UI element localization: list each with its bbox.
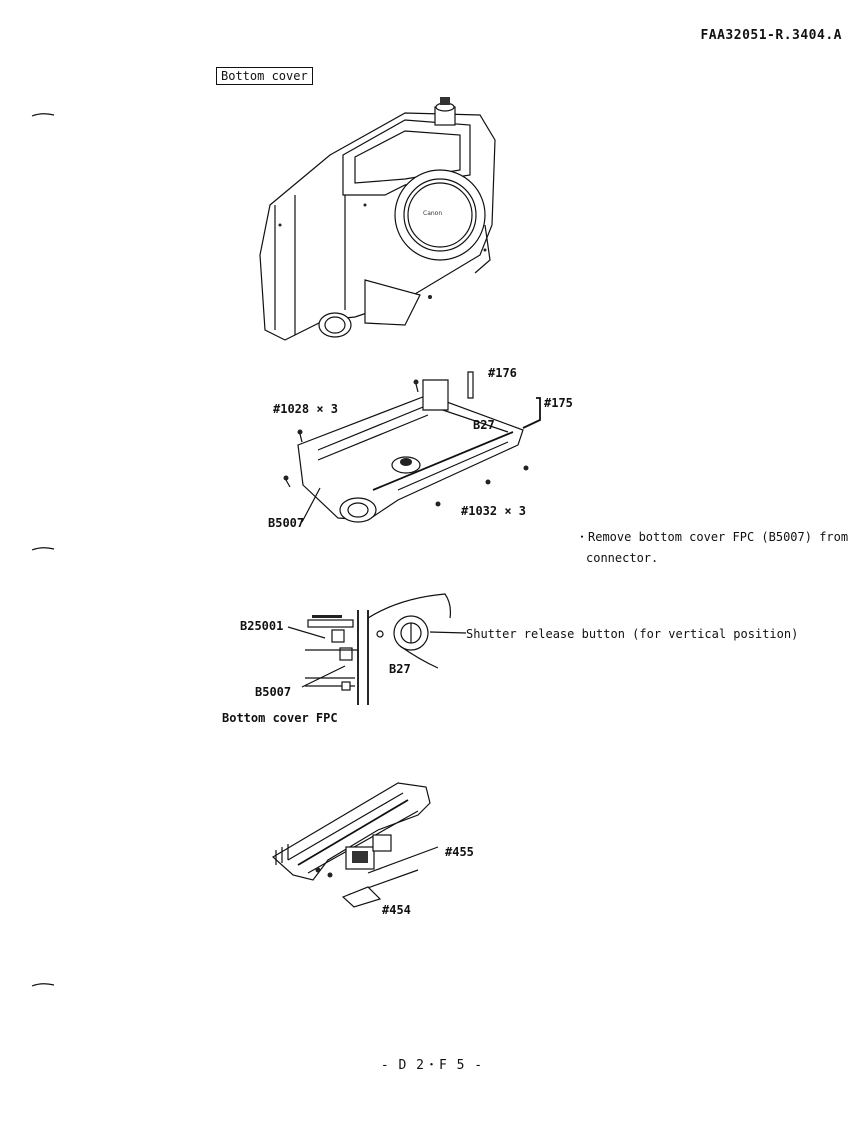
connector-detail-illustration <box>280 590 470 710</box>
b25001-label: B25001 <box>240 619 284 633</box>
page-number: - D 2・F 5 - <box>380 1058 484 1073</box>
margin-mark-1 <box>30 110 60 120</box>
part-175-label: #175 <box>544 396 573 410</box>
section-title: Bottom cover <box>216 67 313 85</box>
b27-detail-label: B27 <box>389 662 411 676</box>
part-455-label: #455 <box>445 845 474 859</box>
screw-1032-label: #1032 × 3 <box>461 504 527 518</box>
bottom-cover-side-illustration <box>268 775 448 905</box>
margin-mark-3 <box>30 980 60 990</box>
b5007-label: B5007 <box>268 516 305 530</box>
document-id: FAA32051-R.3404.A <box>700 28 842 43</box>
shutter-release-label: Shutter release button (for vertical position) <box>466 627 799 641</box>
margin-mark-2 <box>30 544 60 554</box>
part-176-label: #176 <box>488 366 517 380</box>
b5007-detail-label: B5007 <box>255 685 292 699</box>
screw-1028-label: #1028 × 3 <box>273 402 339 416</box>
bottom-cover-fpc-caption: Bottom cover FPC <box>222 711 338 725</box>
instruction-line-1: ・Remove bottom cover FPC (B5007) from <box>576 530 849 544</box>
instruction-line-2: connector. <box>586 551 659 565</box>
camera-body-illustration <box>255 95 515 350</box>
svg-text:Canon: Canon <box>423 210 443 217</box>
part-454-label: #454 <box>382 903 411 917</box>
b27-label: B27 <box>473 418 495 432</box>
